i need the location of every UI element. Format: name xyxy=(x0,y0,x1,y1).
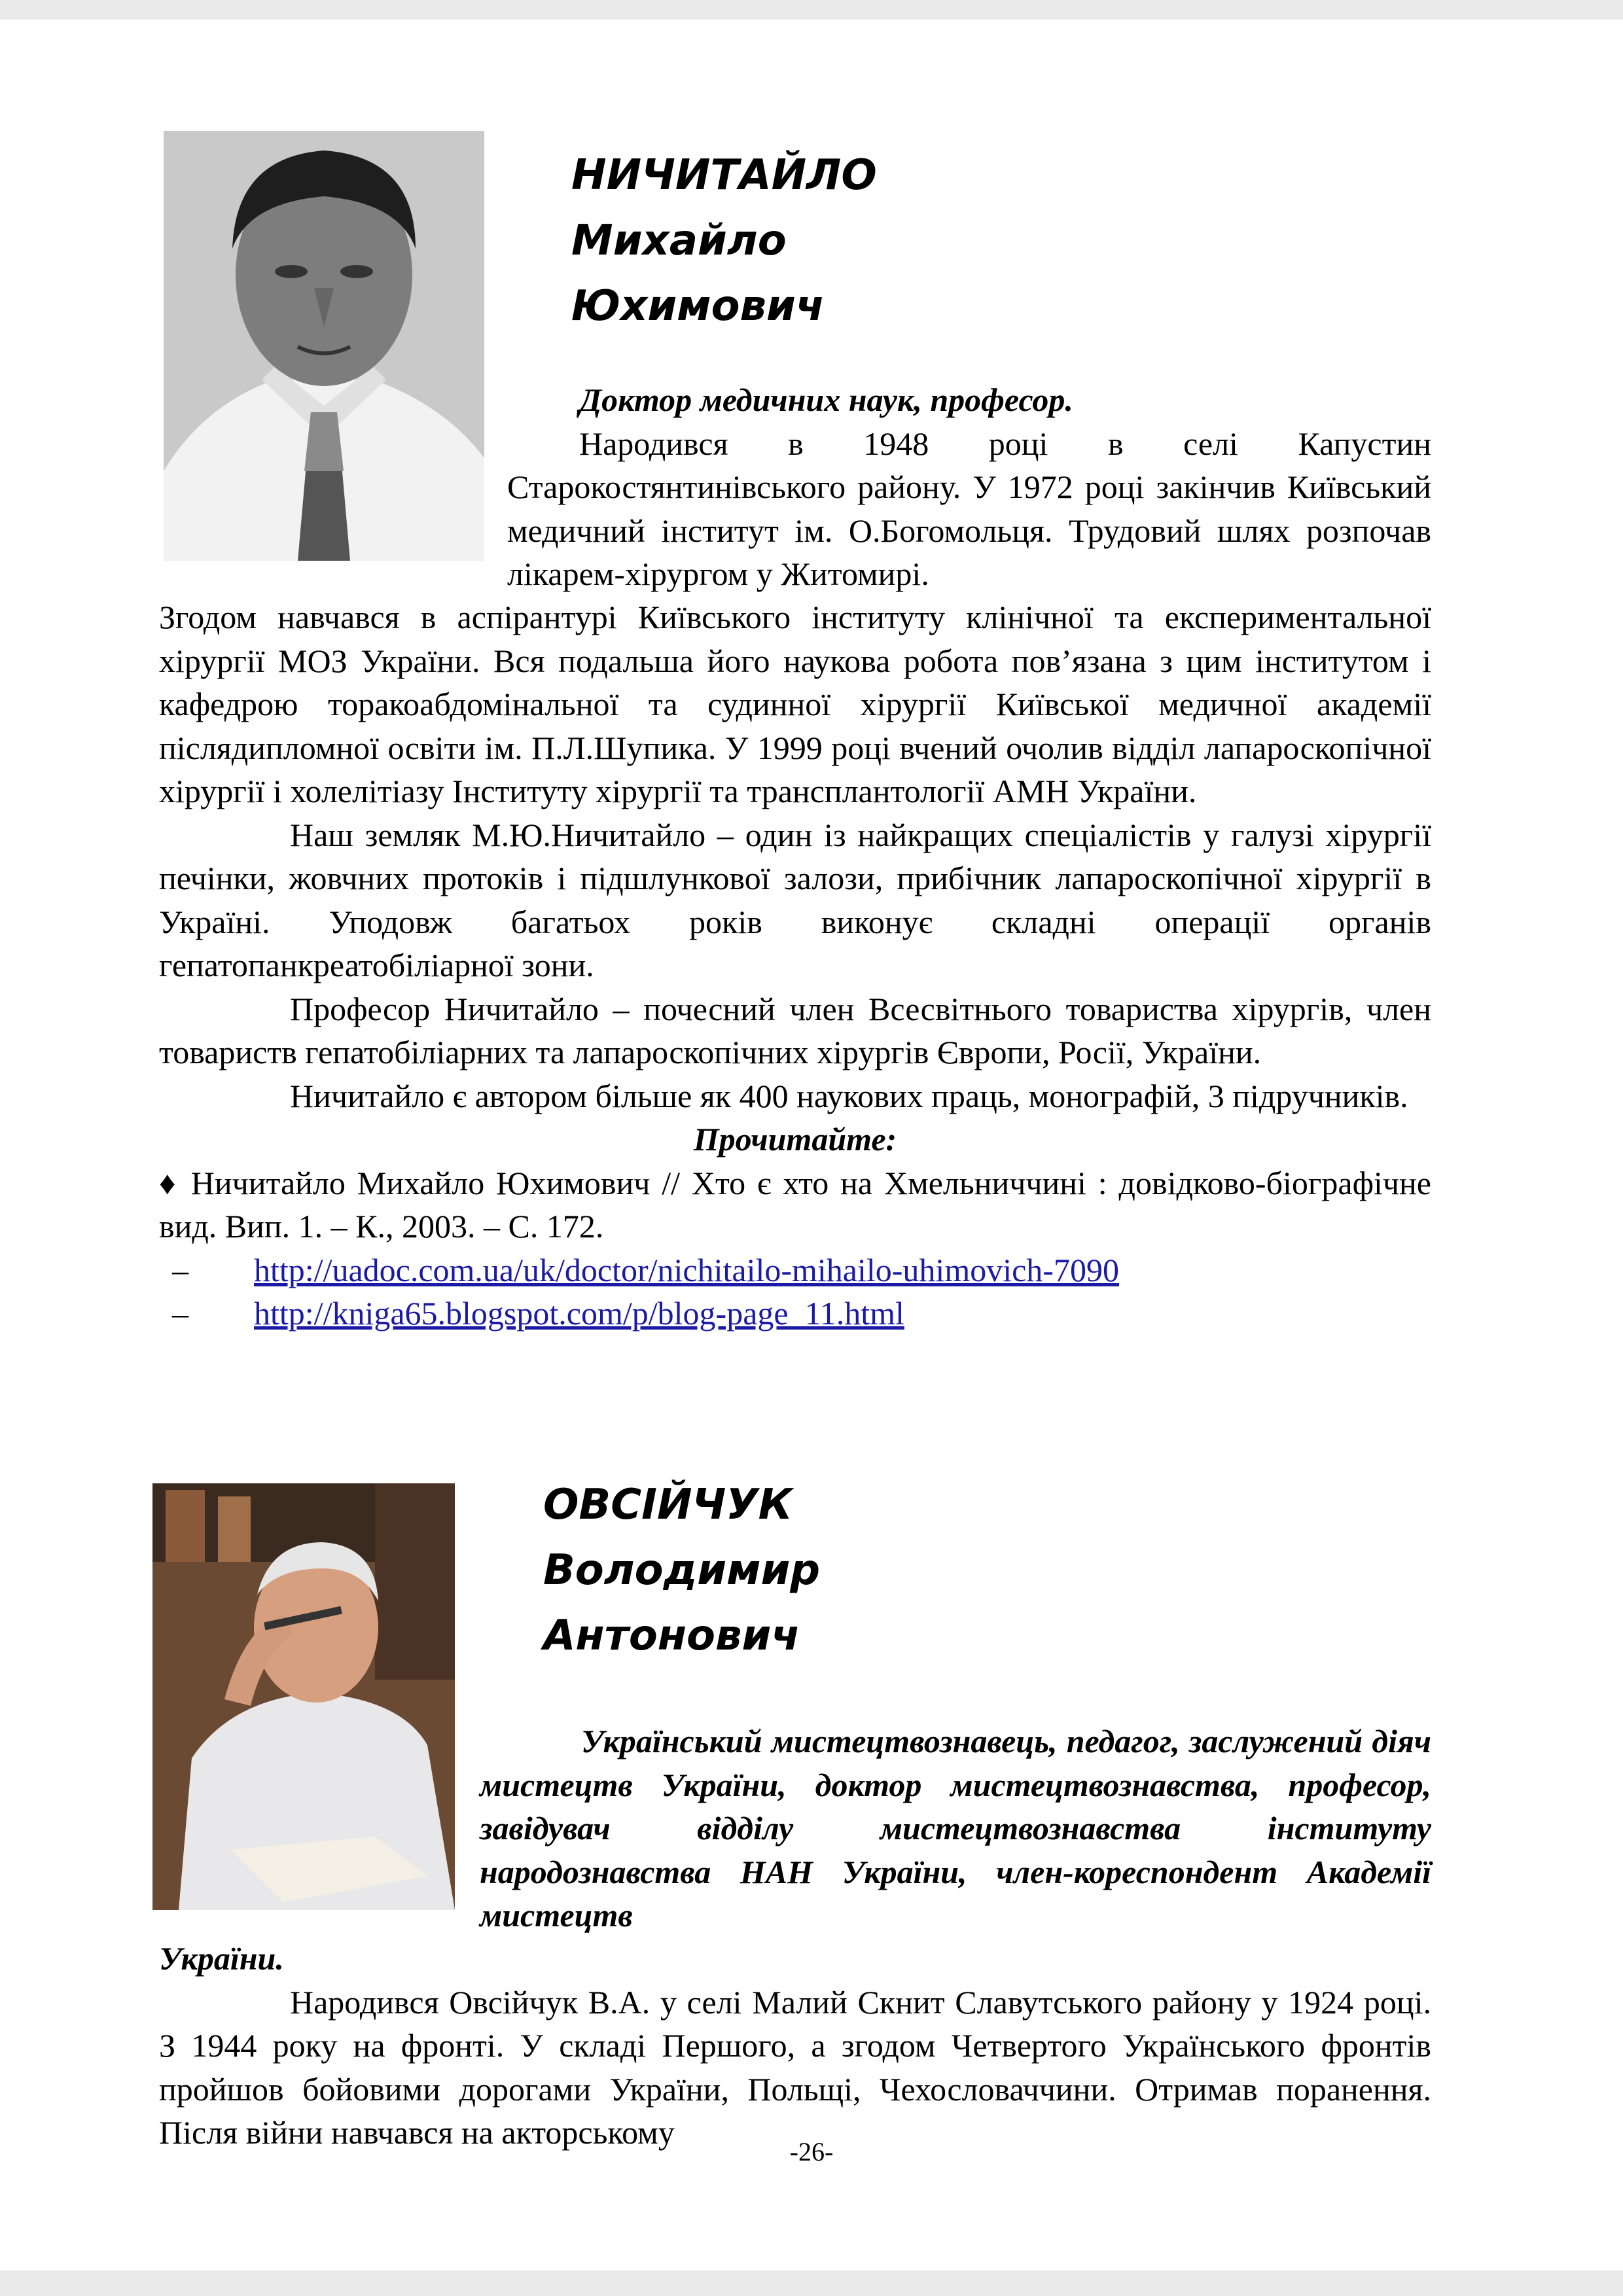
dash-marker: – xyxy=(172,1251,188,1288)
person2-intro xyxy=(480,1720,1431,1937)
person2-bio: Народився Овсійчук В.А. у селі Малий Скнит Славутського району у 1924 році. З 1944 року на фронті. У складі Першого, а згодом Четвертого Українського фронтів пройшов бойовими дорогами України, Польщі, Чехословаччини. Отримав поранення. Після війни навчався на акторському xyxy=(159,1983,1431,2151)
link-row-1 xyxy=(159,1248,1431,1292)
portrait-photo-2 xyxy=(152,1483,455,1910)
portrait-2-image xyxy=(152,1483,455,1910)
person2-title-end: України. xyxy=(159,1940,284,1977)
page-number: -26- xyxy=(789,2137,834,2166)
person2-first-name: Володимир xyxy=(543,1546,821,1595)
portrait-1-image xyxy=(164,131,484,561)
person1-intro xyxy=(507,378,1431,596)
person1-bio-continued: Згодом навчався в аспірантурі Київського інституту клінічної та експериментальної хірургії МОЗ України. Вся подальша його наукова робота пов’язана з цим інститутом і кафедрою торакоабдомінальної та судинної хірургії Київської медичної академії післядипломної освіти ім. П.Л.Шупика. У 1999 році вчений очолив відділ лапароскопічної хірургії і холелітіазу Інституту хірургії та трансплантології АМН України. xyxy=(159,599,1431,809)
person1-title: Доктор медичних наук, професор. xyxy=(579,381,1073,418)
portrait-photo-1 xyxy=(164,131,484,561)
link-kniga65[interactable]: http://kniga65.blogspot.com/p/blog-page_11.html xyxy=(254,1295,904,1332)
person2-title: Український мистецтвознавець, педагог, заслужений діяч мистецтв України, доктор мистецтвознавства, професор, завідувач відділу мистецтвознавства інституту народознавства НАН України, член-кореспондент Академії мистецтв xyxy=(480,1723,1431,1934)
person1-name xyxy=(571,143,877,339)
person2-body xyxy=(159,1937,1431,2155)
document-page xyxy=(0,20,1623,2270)
person1-patronymic: Юхимович xyxy=(571,282,825,330)
reference-entry: ♦ Ничитайло Михайло Юхимович // Хто є хто на Хмельниччині : довідково-біографічне вид. Вип. 1. – К., 2003. – С. 172. xyxy=(159,1164,1431,1245)
person2-surname: ОВСІЙЧУК xyxy=(543,1481,793,1529)
person1-paragraph-2: Наш земляк М.Ю.Ничитайло – один із найкращих спеціалістів у галузі хірургії печінки, жовчних протоків і підшлункової залози, прибічник лапароскопічної хірургії в Україні. Уподовж багатьох років виконує складні операції органів гепатопанкреатобіліарної зони. xyxy=(159,816,1431,983)
link-row-2 xyxy=(159,1292,1431,1335)
dash-marker: – xyxy=(172,1295,188,1332)
person1-surname: НИЧИТАЙЛО xyxy=(571,151,877,200)
person2-name xyxy=(543,1472,820,1669)
person1-paragraph-4: Ничитайло є автором більше як 400 наукових праць, монографій, 3 підручників. xyxy=(290,1077,1408,1114)
person1-first-name: Михайло xyxy=(571,217,787,265)
person1-bio-first: Народився в 1948 році в селі Капустин Старокостянтинівського району. У 1972 році закінчив Київський медичний інститут ім. О.Богомольця. Трудовий шлях розпочав лікарем-хірургом у Житомирі. xyxy=(507,425,1431,592)
person1-paragraph-3: Професор Ничитайло – почесний член Всесвітнього товариства хірургів, член товариств гепатобіліарних та лапароскопічних хірургів Європи, Росії, України. xyxy=(159,990,1431,1070)
person1-body xyxy=(159,595,1431,1335)
link-uadoc[interactable]: http://uadoc.com.ua/uk/doctor/nichitailo-mihailo-uhimovich-7090 xyxy=(254,1251,1119,1288)
person2-patronymic: Антонович xyxy=(543,1612,800,1660)
read-heading: Прочитайте: xyxy=(693,1121,897,1157)
